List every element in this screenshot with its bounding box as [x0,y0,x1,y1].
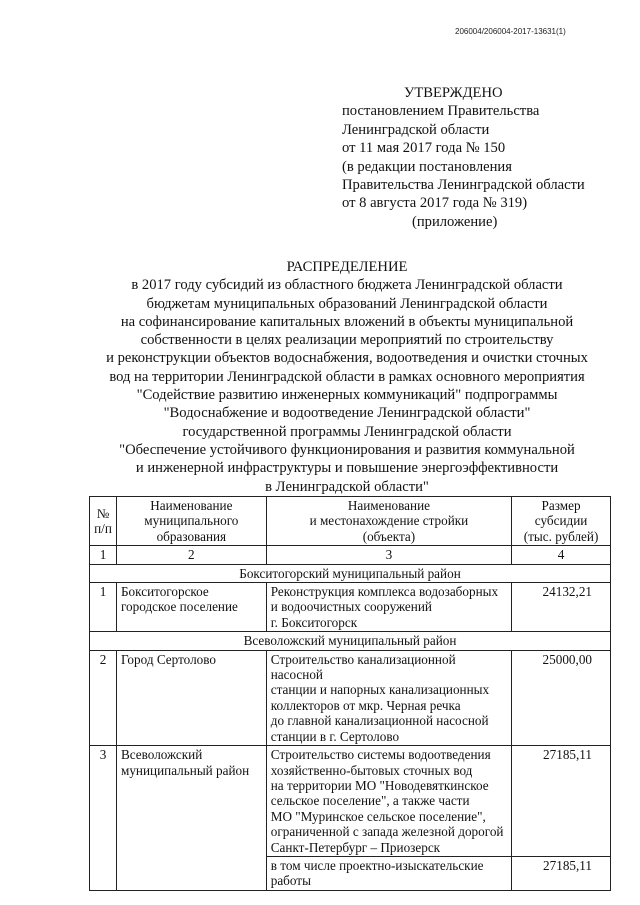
approval-line: Ленинградской области [342,121,490,138]
heading-line: "Водоснабжение и водоотведение Ленинградской области" [163,405,531,422]
row-municipality: Город Сертолово [116,650,266,745]
distribution-table [89,496,611,891]
header-num: № п/п [90,497,117,546]
approval-title: УТВЕРЖДЕНО [404,85,503,101]
row-municipality: Бокситогорское городское поселение [116,583,266,632]
heading-line: и инженерной инфраструктуры и повышение энергоэффективности [135,460,559,477]
row-municipality: Всеволожский муниципальный район [116,746,266,891]
header-municipality: Наименование муниципального образования [116,497,266,546]
header-amount: Размер субсидии (тыс. рублей) [512,497,611,546]
approval-line: (в редакции постановления [342,158,512,175]
table-header-row [90,497,611,546]
column-index: 3 [266,546,511,564]
heading-line: "Содействие развитию инженерных коммуникаций" подпрограммы [136,387,558,404]
row-object: Строительство канализационной насосной станции и напорных канализационных коллекторов от мкр. Черная речка до главной канализационной насосной станции в г. Сертолово [266,650,511,745]
table-row [90,583,611,632]
approval-line: от 8 августа 2017 года № 319) [342,195,528,212]
table-row [90,746,611,857]
column-index: 4 [512,546,611,564]
district-name: Всеволожский муниципальный район [90,632,611,650]
heading-line: бюджетам муниципальных образований Ленинградской области [146,295,548,312]
row-object: Реконструкция комплекса водозаборных и водоочистных сооружений г. Бокситогорск [266,583,511,632]
column-index-row [90,546,611,564]
approval-line: постановлением Правительства [342,103,540,120]
approval-annex: (приложение) [412,213,498,230]
heading-line: в 2017 году субсидий из областного бюджета Ленинградской области [131,277,563,294]
approval-line: от 11 мая 2017 года № 150 [342,140,506,157]
district-row [90,632,611,650]
row-num: 1 [90,583,117,632]
heading-line: "Обеспечение устойчивого функционирования и развития коммунальной [119,441,575,458]
heading-line: государственной программы Ленинградской области [182,423,512,440]
row-amount: 24132,21 [512,583,611,632]
heading-line: вод на территории Ленинградской области в рамках основного мероприятия [109,368,585,385]
document-stamp: 206004/206004-2017-13631(1) [455,27,566,36]
approval-line: Правительства Ленинградской области [342,177,585,194]
row-object: Строительство системы водоотведения хозяйственно-бытовых сточных вод на территории МО "Новодевяткинское сельское поселение", а также части МО "Муринское сельское поселение", ограниченной с запада железной дорогой Санкт-Петербург – Приозерск [266,746,511,857]
heading-line: собственности в целях реализации мероприятий по строительству [140,332,554,349]
row-amount: 27185,11 [512,746,611,857]
column-index: 1 [90,546,117,564]
row-amount: 25000,00 [512,650,611,745]
row-num: 2 [90,650,117,745]
district-name: Бокситогорский муниципальный район [90,564,611,582]
row-num: 3 [90,746,117,891]
row-sub-amount: 27185,11 [512,856,611,890]
column-index: 2 [116,546,266,564]
heading-line: в Ленинградской области" [265,478,429,495]
table-row [90,650,611,745]
document-heading [60,258,634,496]
district-row [90,564,611,582]
approval-block [342,84,585,231]
heading-title: РАСПРЕДЕЛЕНИЕ [286,259,408,275]
row-sub-object: в том числе проектно-изыскательские работы [266,856,511,890]
header-object: Наименование и местонахождение стройки (объекта) [266,497,511,546]
heading-line: на софинансирование капитальных вложений в объекты муниципальной [120,313,574,330]
heading-line: и реконструкции объектов водоснабжения, водоотведения и очистки сточных [106,350,588,367]
